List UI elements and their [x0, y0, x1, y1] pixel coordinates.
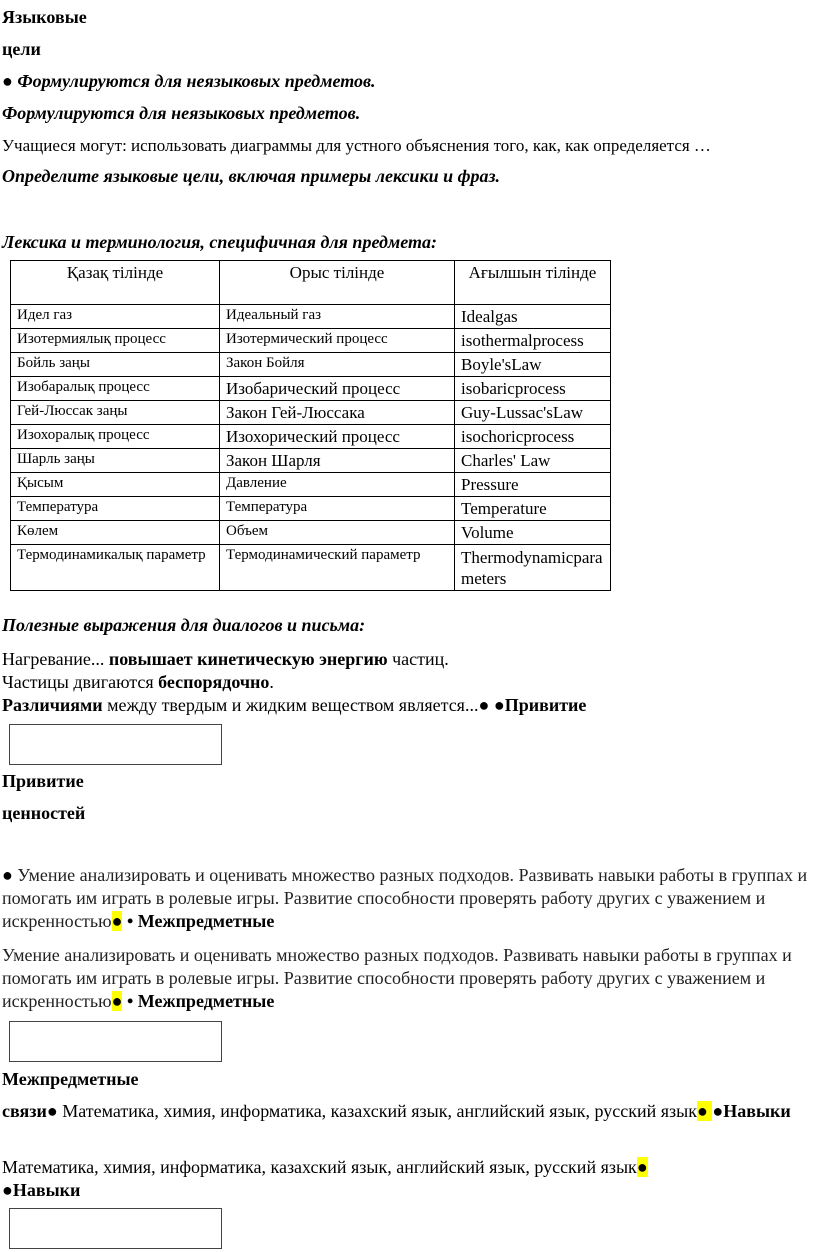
table-row [11, 401, 611, 425]
cell-kazakh: Бойль заңы [11, 353, 220, 377]
cell-english: Idealgas [455, 305, 611, 329]
cross-links-word: связи [2, 1101, 47, 1121]
cell-russian: Давление [220, 473, 455, 497]
table-row [11, 353, 611, 377]
phrase-2-bold: беспорядочно [158, 672, 270, 692]
phrases-heading: Полезные выражения для диалогов и письма: [2, 615, 366, 635]
header-kazakh: Қазақ тілінде [11, 261, 220, 305]
phrase-3-bold: Различиями [2, 695, 103, 715]
table-row [11, 545, 611, 591]
table-row [11, 329, 611, 353]
highlighted-bullet-icon: ● [111, 911, 123, 931]
table-header-row [11, 261, 611, 305]
cross-tail-2: ●Навыки [2, 1180, 81, 1200]
empty-textbox [9, 1208, 222, 1249]
cell-kazakh: Изотермиялық процесс [11, 329, 220, 353]
cross-text-1: Математика, химия, информатика, казахский язык, английский язык, русский язык [62, 1101, 698, 1121]
cell-kazakh: Гей-Люссак заңы [11, 401, 220, 425]
cross-text-2: Математика, химия, информатика, казахский язык, английский язык, русский язык [2, 1157, 637, 1177]
empty-textbox [9, 1021, 222, 1062]
cell-kazakh: Идел газ [11, 305, 220, 329]
cell-russian: Закон Шарля [220, 449, 455, 473]
cell-english: isobaricprocess [455, 377, 611, 401]
vocab-heading: Лексика и терминология, специфичная для предмета: [2, 232, 437, 252]
table-row [11, 377, 611, 401]
bullet-icon: ● [2, 865, 18, 885]
highlighted-bullet-icon: ● [111, 991, 123, 1011]
phrase-3-mid: между твердым и жидким веществом является... [102, 695, 479, 715]
values-title-line1: Привитие [2, 771, 84, 791]
phrase-line-3 [2, 694, 586, 716]
cell-russian: Изобарический процесс [220, 377, 455, 401]
phrase-1-end: частиц. [387, 649, 449, 669]
cell-kazakh: Изобаралық процесс [11, 377, 220, 401]
phrase-1-start: Нагревание... [2, 649, 109, 669]
lang-goals-title-line2: цели [2, 39, 41, 59]
phrase-2-start: Частицы двигаются [2, 672, 159, 692]
lang-goals-line2: Формулируются для неязыковых предметов. [2, 103, 361, 123]
values-title-line2: ценностей [2, 803, 86, 823]
table-row [11, 305, 611, 329]
phrase-2-end: . [269, 672, 274, 692]
values-text-1: Умение анализировать и оценивать множество разных подходов. Развивать навыки работы в группах и помогать им играть в ролевые игры. Развитие способности проверять работу других с уважением и искренностью [2, 865, 808, 931]
cell-kazakh: Қысым [11, 473, 220, 497]
cell-english: isothermalprocess [455, 329, 611, 353]
table-row [11, 497, 611, 521]
students-can-line: Учащиеся могут: использовать диаграммы для устного объяснения того, как, как определяется … [2, 136, 711, 155]
cell-russian: Изохорический процесс [220, 425, 455, 449]
cell-russian: Температура [220, 497, 455, 521]
cell-kazakh: Температура [11, 497, 220, 521]
cell-kazakh: Шарль заңы [11, 449, 220, 473]
cross-tail-1: ●Навыки [712, 1101, 791, 1121]
header-russian: Орыс тілінде [220, 261, 455, 305]
cell-kazakh: Көлем [11, 521, 220, 545]
values-paragraph-2 [2, 944, 812, 1013]
header-english: Ағылшын тілінде [455, 261, 611, 305]
cell-russian: Идеальный газ [220, 305, 455, 329]
values-tail-1: • Межпредметные [122, 911, 275, 931]
cell-kazakh: Изохоралық процесс [11, 425, 220, 449]
cell-russian: Изотермический процесс [220, 329, 455, 353]
highlighted-bullet-icon: ● [636, 1157, 648, 1177]
table-row [11, 521, 611, 545]
cell-english: isochoricprocess [455, 425, 611, 449]
cross-paragraph-2 [2, 1156, 722, 1202]
define-goals-line: Определите языковые цели, включая примеры лексики и фраз. [2, 166, 500, 186]
phrase-line-2 [2, 671, 274, 693]
cell-russian: Закон Бойля [220, 353, 455, 377]
values-paragraph-1 [2, 864, 812, 933]
cell-english: Pressure [455, 473, 611, 497]
cell-russian: Термодинамический параметр [220, 545, 455, 591]
empty-textbox [9, 724, 222, 765]
table-row [11, 473, 611, 497]
cell-english: Guy-Lussac'sLaw [455, 401, 611, 425]
table-row [11, 425, 611, 449]
cell-english: Volume [455, 521, 611, 545]
cell-english: Charles' Law [455, 449, 611, 473]
cell-english: Thermodynamicparameters [455, 545, 611, 591]
lang-goals-title-line1: Языковые [2, 7, 87, 27]
cell-russian: Объем [220, 521, 455, 545]
phrase-1-bold: повышает кинетическую энергию [108, 649, 388, 669]
vocab-table [10, 260, 611, 591]
cell-kazakh: Термодинамикалық параметр [11, 545, 220, 591]
cell-english: Boyle'sLaw [455, 353, 611, 377]
values-text-2: Умение анализировать и оценивать множество разных подходов. Развивать навыки работы в группах и помогать им играть в ролевые игры. Развитие способности проверять работу других с уважением и искренностью [2, 945, 792, 1011]
phrase-line-1 [2, 648, 449, 670]
lang-goals-bullet-line: ● Формулируются для неязыковых предметов. [2, 71, 376, 91]
values-tail-2: • Межпредметные [122, 991, 275, 1011]
cross-title: Межпредметные [2, 1069, 139, 1089]
highlighted-bullet-icon: ● [697, 1101, 713, 1121]
cell-english: Temperature [455, 497, 611, 521]
phrase-3-tail: ● ●Привитие [478, 695, 587, 715]
cross-paragraph-1 [2, 1100, 812, 1123]
cell-russian: Закон Гей-Люссака [220, 401, 455, 425]
table-row [11, 449, 611, 473]
bullet-icon: ● [46, 1101, 63, 1121]
